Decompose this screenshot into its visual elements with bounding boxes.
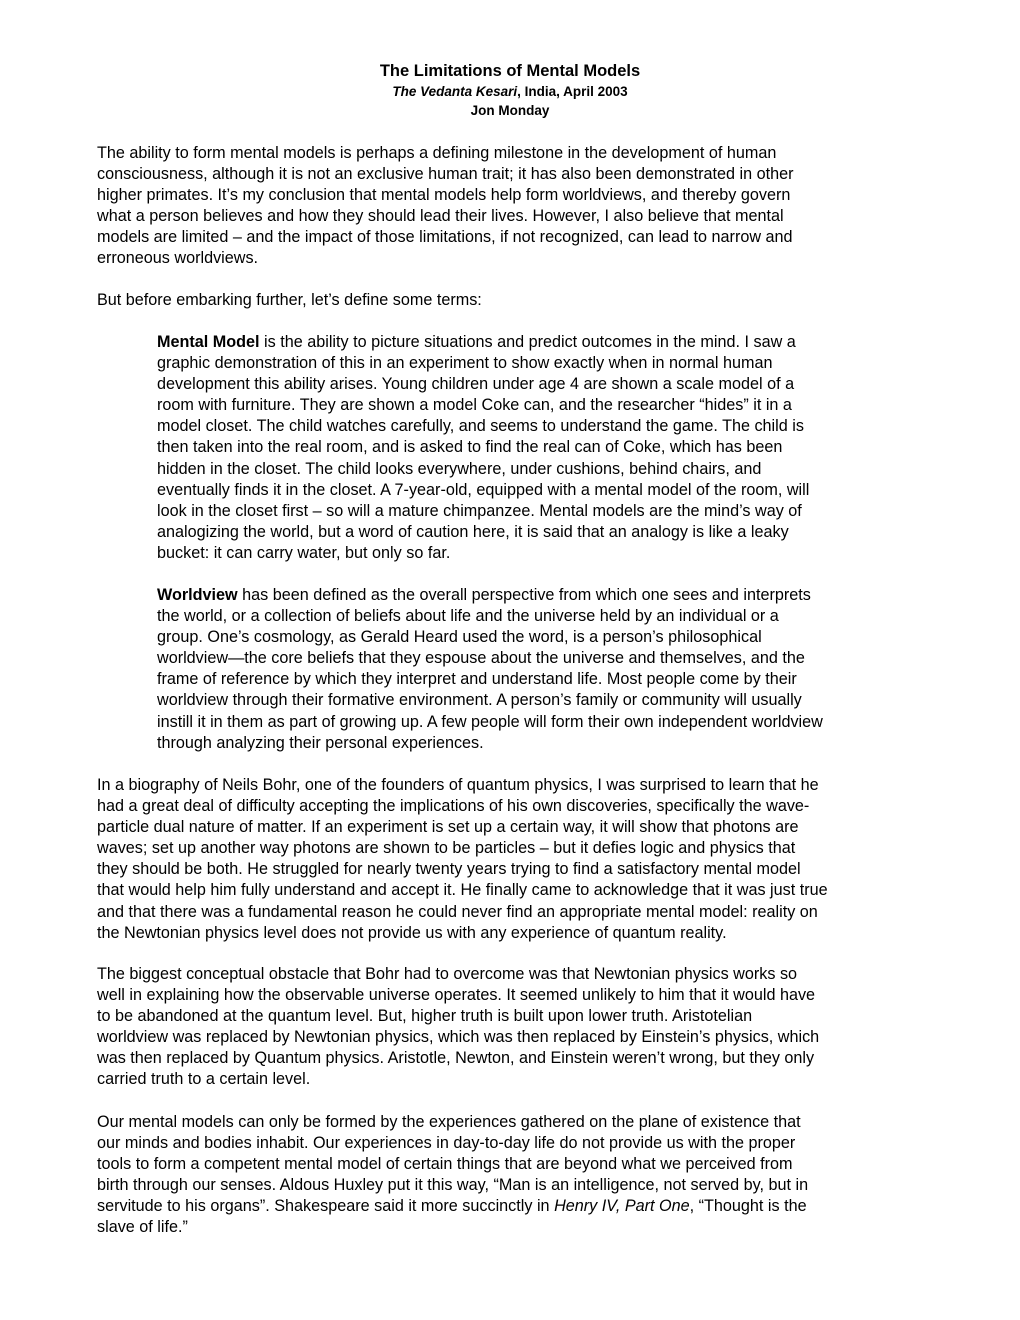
text-line: particle dual nature of matter. If an experiment is set up a certain way, it will show that photons are [97,818,799,837]
text-line: slave of life.” [97,1218,188,1237]
publication-details: , India, April 2003 [517,84,628,99]
text-line: room with furniture. They are shown a model Coke can, and the researcher “hides” it in a [157,396,792,415]
text-line: bucket: it can carry water, but only so far. [157,543,451,562]
text-line: development this ability arises. Young children under age 4 are shown a scale model of a [157,375,795,394]
text-line: was then replaced by Quantum physics. Aristotle, Newton, and Einstein weren’t wrong, but they only [97,1049,815,1068]
paragraph-obstacle [97,964,937,1091]
work-title: Henry IV, Part One [554,1197,690,1216]
text-line: what a person believes and how they should lead their lives. However, I also believe that mental [97,207,784,226]
definition-term: Mental Model [157,333,260,351]
text-line: to be abandoned at the quantum level. But, higher truth is built upon lower truth. Aristotelian [97,1007,753,1026]
text-line: worldview—the core beliefs that they espouse about the universe and themselves, and the [157,649,805,668]
text-line: carried truth to a certain level. [97,1070,311,1089]
text-line: hidden in the closet. The child looks everywhere, under cushions, behind chairs, and [157,459,762,478]
text-line: In a biography of Neils Bohr, one of the founders of quantum physics, I was surprised to learn that he [97,776,819,794]
text-line: group. One’s cosmology, as Gerald Heard used the word, is a person’s philosophical [157,628,762,647]
text-line: eventually finds it in the closet. A 7-year-old, equipped with a mental model of the room, will [157,480,810,499]
text-line: the world, or a collection of beliefs about life and the universe held by an individual or a [157,607,779,626]
author-name: Jon Monday [470,103,550,118]
definition-text: is the ability to picture situations and predict outcomes in the mind. I saw a [259,333,796,351]
text-line: waves; set up another way photons are shown to be particles – but it defies logic and physics that [97,839,796,858]
publication-line [0,84,1020,99]
text-line: that would help him fully understand and accept it. He finally came to acknowledge that it was just true [97,881,828,900]
text-line: the Newtonian physics level does not provide us with any experience of quantum reality. [97,923,727,942]
text-line: analogizing the world, but a word of caution here, it is said that an analogy is like a leaky [157,522,789,541]
text-line: and that there was a fundamental reason he could never find an appropriate mental model: reality on [97,902,818,921]
text-line: The biggest conceptual obstacle that Bohr had to overcome was that Newtonian physics works so [97,965,798,983]
paragraph-define-terms [97,290,937,311]
text-line: graphic demonstration of this in an experiment to show exactly when in normal human [157,354,773,373]
text-line: models are limited – and the impact of those limitations, if not recognized, can lead to narrow and [97,228,793,247]
text-line: through analyzing their personal experiences. [157,733,484,752]
text-line: model closet. The child watches carefully, and seems to understand the game. The child is [157,417,804,436]
text-line: birth through our senses. Aldous Huxley put it this way, “Man is an intelligence, not served by, but in [97,1176,809,1195]
text-line: Our mental models can only be formed by the experiences gathered on the plane of existence that [97,1113,801,1131]
text-line: higher primates. It’s my conclusion that mental models help form worldviews, and thereby govern [97,186,791,205]
text-line: But before embarking further, let’s define some terms: [97,291,482,309]
text-line: frame of reference by which they interpret and understand life. Most people come by their [157,670,797,689]
text-line: look in the closet first – so will a mature chimpanzee. Mental models are the mind’s way of [157,501,802,520]
text-line: tools to form a competent mental model of certain things that are beyond what we perceived from [97,1155,793,1174]
text-line: consciousness, although it is not an exclusive human trait; it has also been demonstrated in other [97,165,794,184]
text-line: then taken into the real room, and is asked to find the real can of Coke, which has been [157,438,783,457]
paragraph-intro [97,143,937,270]
text-line [157,585,997,606]
text-segment: , “Thought is the [689,1197,807,1216]
text-line: our minds and bodies inhabit. Our experiences in day-to-day life do not provide us with the proper [97,1134,796,1153]
definition-text: has been defined as the overall perspective from which one sees and interprets [237,586,811,604]
text-line: well in explaining how the observable universe operates. It seemed unlikely to him that it would have [97,986,816,1005]
text-segment: servitude to his organs”. Shakespeare said it more succinctly in [97,1197,555,1216]
text-line: The ability to form mental models is perhaps a defining milestone in the development of human [97,144,777,162]
paragraph-bohr [97,775,937,944]
publication-name: The Vedanta Kesari [392,84,518,99]
text-line: had a great deal of difficulty accepting the implications of his own discoveries, specifically the wave- [97,797,810,816]
text-line: worldview was replaced by Newtonian physics, which was then replaced by Einstein’s physics, which [97,1028,820,1047]
definition-term: Worldview [157,586,238,604]
document-title: The Limitations of Mental Models [379,62,641,80]
text-line [97,1196,937,1217]
text-line: instill it in them as part of growing up. A few people will form their own independent worldview [157,712,823,731]
text-line: they should be both. He struggled for nearly twenty years trying to find a satisfactory mental model [97,860,801,879]
text-line [157,332,997,353]
paragraph-experiences [97,1112,937,1239]
definition-mental-model [157,332,997,564]
text-line: erroneous worldviews. [97,249,259,268]
text-line: worldview through their formative environment. A person’s family or community will usually [157,691,802,710]
definition-worldview [157,585,997,754]
